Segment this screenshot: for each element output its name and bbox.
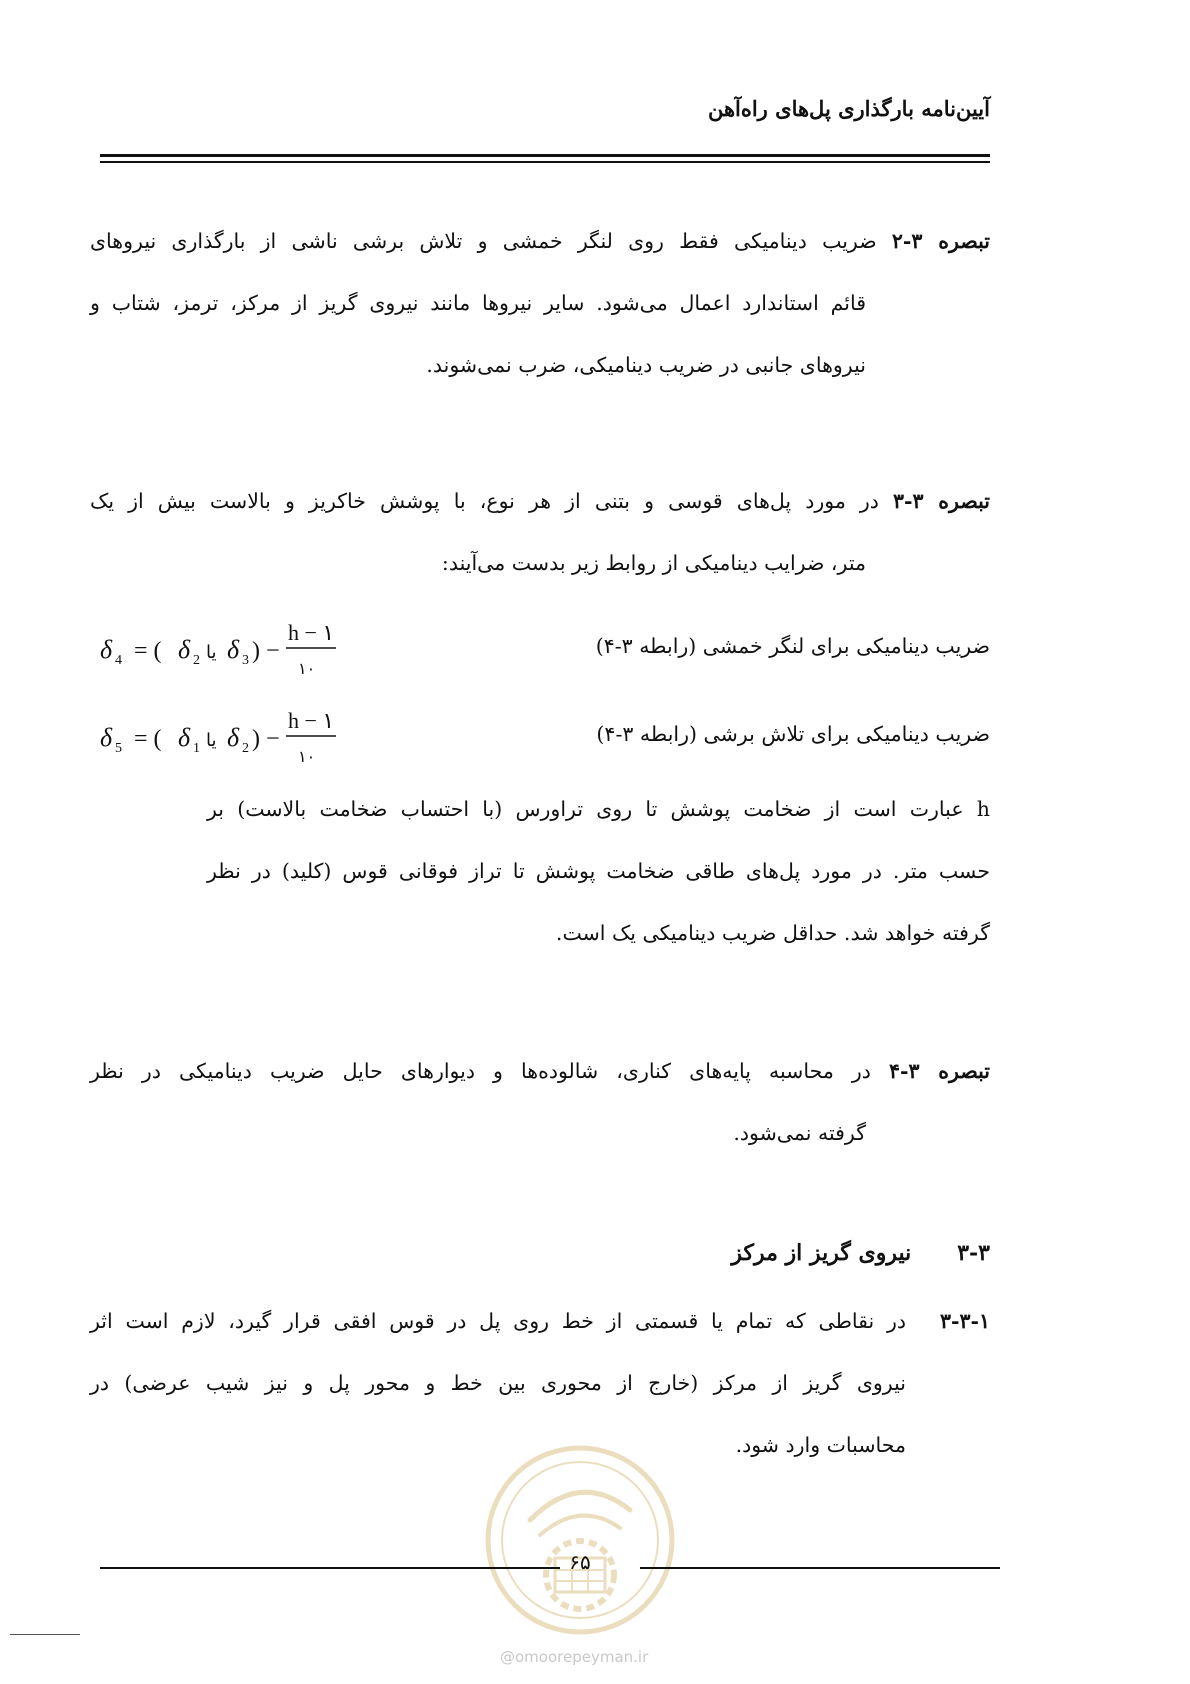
svg-text:5: 5 — [115, 741, 122, 756]
svg-text:) −: ) − — [252, 726, 280, 752]
note-3-3-line2: متر، ضرایب دینامیکی از روابط زیر بدست می‌آیند: — [441, 551, 866, 575]
subsection-line1: در نقاطی که تمام یا قسمتی از خط روی پل در قوس افقی قرار گیرد، لازم است اثر — [90, 1309, 906, 1333]
subsection-line3: محاسبات وارد شود. — [735, 1433, 906, 1457]
note-3-2-line1: ضریب دینامیکی فقط روی لنگر خمشی و تلاش برشی ناشی از بارگذاری نیروهای — [90, 229, 877, 253]
svg-text:δ: δ — [178, 635, 191, 664]
note-3-3 — [90, 470, 990, 594]
svg-text:4: 4 — [115, 653, 122, 668]
svg-text:δ: δ — [227, 723, 240, 752]
svg-text:یا: یا — [206, 642, 217, 662]
equation-row — [100, 700, 990, 770]
note-3-4-line2: گرفته نمی‌شود. — [733, 1121, 866, 1145]
running-title: آیین‌نامه بارگذاری پل‌های راه‌آهن — [707, 96, 990, 121]
h-description-line1: h عبارت است از ضخامت پوشش تا روی تراورس (با احتساب ضخامت بالاست) بر — [207, 797, 990, 821]
note-3-2 — [90, 210, 990, 396]
note-3-4 — [90, 1040, 990, 1164]
page-number: ۶۵ — [569, 1550, 591, 1574]
h-description — [207, 778, 990, 964]
svg-text:۱۰: ۱۰ — [298, 749, 316, 766]
header-rule-top — [100, 154, 990, 157]
watermark-stamp — [480, 1440, 680, 1640]
note-3-4-label: تبصره ۳-۴ — [889, 1059, 990, 1083]
svg-text:δ: δ — [178, 723, 191, 752]
svg-text:2: 2 — [242, 741, 249, 756]
svg-text:= (: = ( — [134, 638, 162, 664]
equation-formula — [100, 612, 370, 682]
header-rule-bottom — [100, 161, 990, 163]
svg-text:2: 2 — [193, 653, 200, 668]
section-title: نیروی گریز از مرکز — [731, 1240, 912, 1266]
note-3-2-label: تبصره ۳-۲ — [891, 229, 990, 253]
equation-label: ضریب دینامیکی برای لنگر خمشی (رابطه ۳-۴) — [595, 634, 990, 658]
note-3-3-line1: در مورد پل‌های قوسی و بتنی از هر نوع، با پوشش خاکریز و بالاست بیش از یک — [90, 489, 879, 513]
equation-row — [100, 612, 990, 682]
note-3-3-label: تبصره ۳-۳ — [893, 489, 990, 513]
svg-text:= (: = ( — [134, 726, 162, 752]
watermark-url: @omoorepeyman.ir — [500, 1648, 649, 1666]
subsection-line2: نیروی گریز از مرکز (خارج از محوری بین خط و محور پل و نیز شیب عرضی) در — [90, 1371, 906, 1395]
svg-text:) −: ) − — [252, 638, 280, 664]
equation-formula — [100, 700, 370, 770]
h-description-line3: گرفته خواهد شد. حداقل ضریب دینامیکی یک است. — [555, 921, 990, 945]
svg-text:۱۰: ۱۰ — [298, 661, 316, 678]
svg-text:3: 3 — [242, 653, 249, 668]
svg-text:یا: یا — [206, 730, 217, 750]
svg-text:1: 1 — [193, 741, 200, 756]
footer-rule-left — [100, 1567, 560, 1569]
svg-text:δ: δ — [100, 723, 113, 752]
svg-text:h − ۱: h − ۱ — [288, 620, 335, 645]
svg-text:δ: δ — [227, 635, 240, 664]
section-number: ۳-۳ — [957, 1240, 990, 1266]
footer-rule-right — [640, 1567, 1000, 1569]
svg-text:δ: δ — [100, 635, 113, 664]
section-heading — [731, 1240, 990, 1266]
note-3-2-line2: قائم استاندارد اعمال می‌شود. سایر نیروها مانند نیروی گریز از مرکز، ترمز، شتاب و — [90, 291, 866, 315]
h-description-line2: حسب متر. در مورد پل‌های طاقی ضخامت پوشش تا تراز فوقانی قوس (کلید) در نظر — [207, 859, 990, 883]
subsection-number: ۳-۳-۱ — [939, 1309, 990, 1333]
note-3-4-line1: در محاسبه پایه‌های کناری، شالوده‌ها و دیوارهای حایل ضریب دینامیکی در نظر — [90, 1059, 871, 1083]
equation-label: ضریب دینامیکی برای تلاش برشی (رابطه ۳-۴) — [596, 722, 990, 746]
note-3-2-line3: نیروهای جانبی در ضریب دینامیکی، ضرب نمی‌شوند. — [426, 353, 866, 377]
svg-text:h − ۱: h − ۱ — [288, 708, 335, 733]
margin-mark — [10, 1634, 80, 1635]
